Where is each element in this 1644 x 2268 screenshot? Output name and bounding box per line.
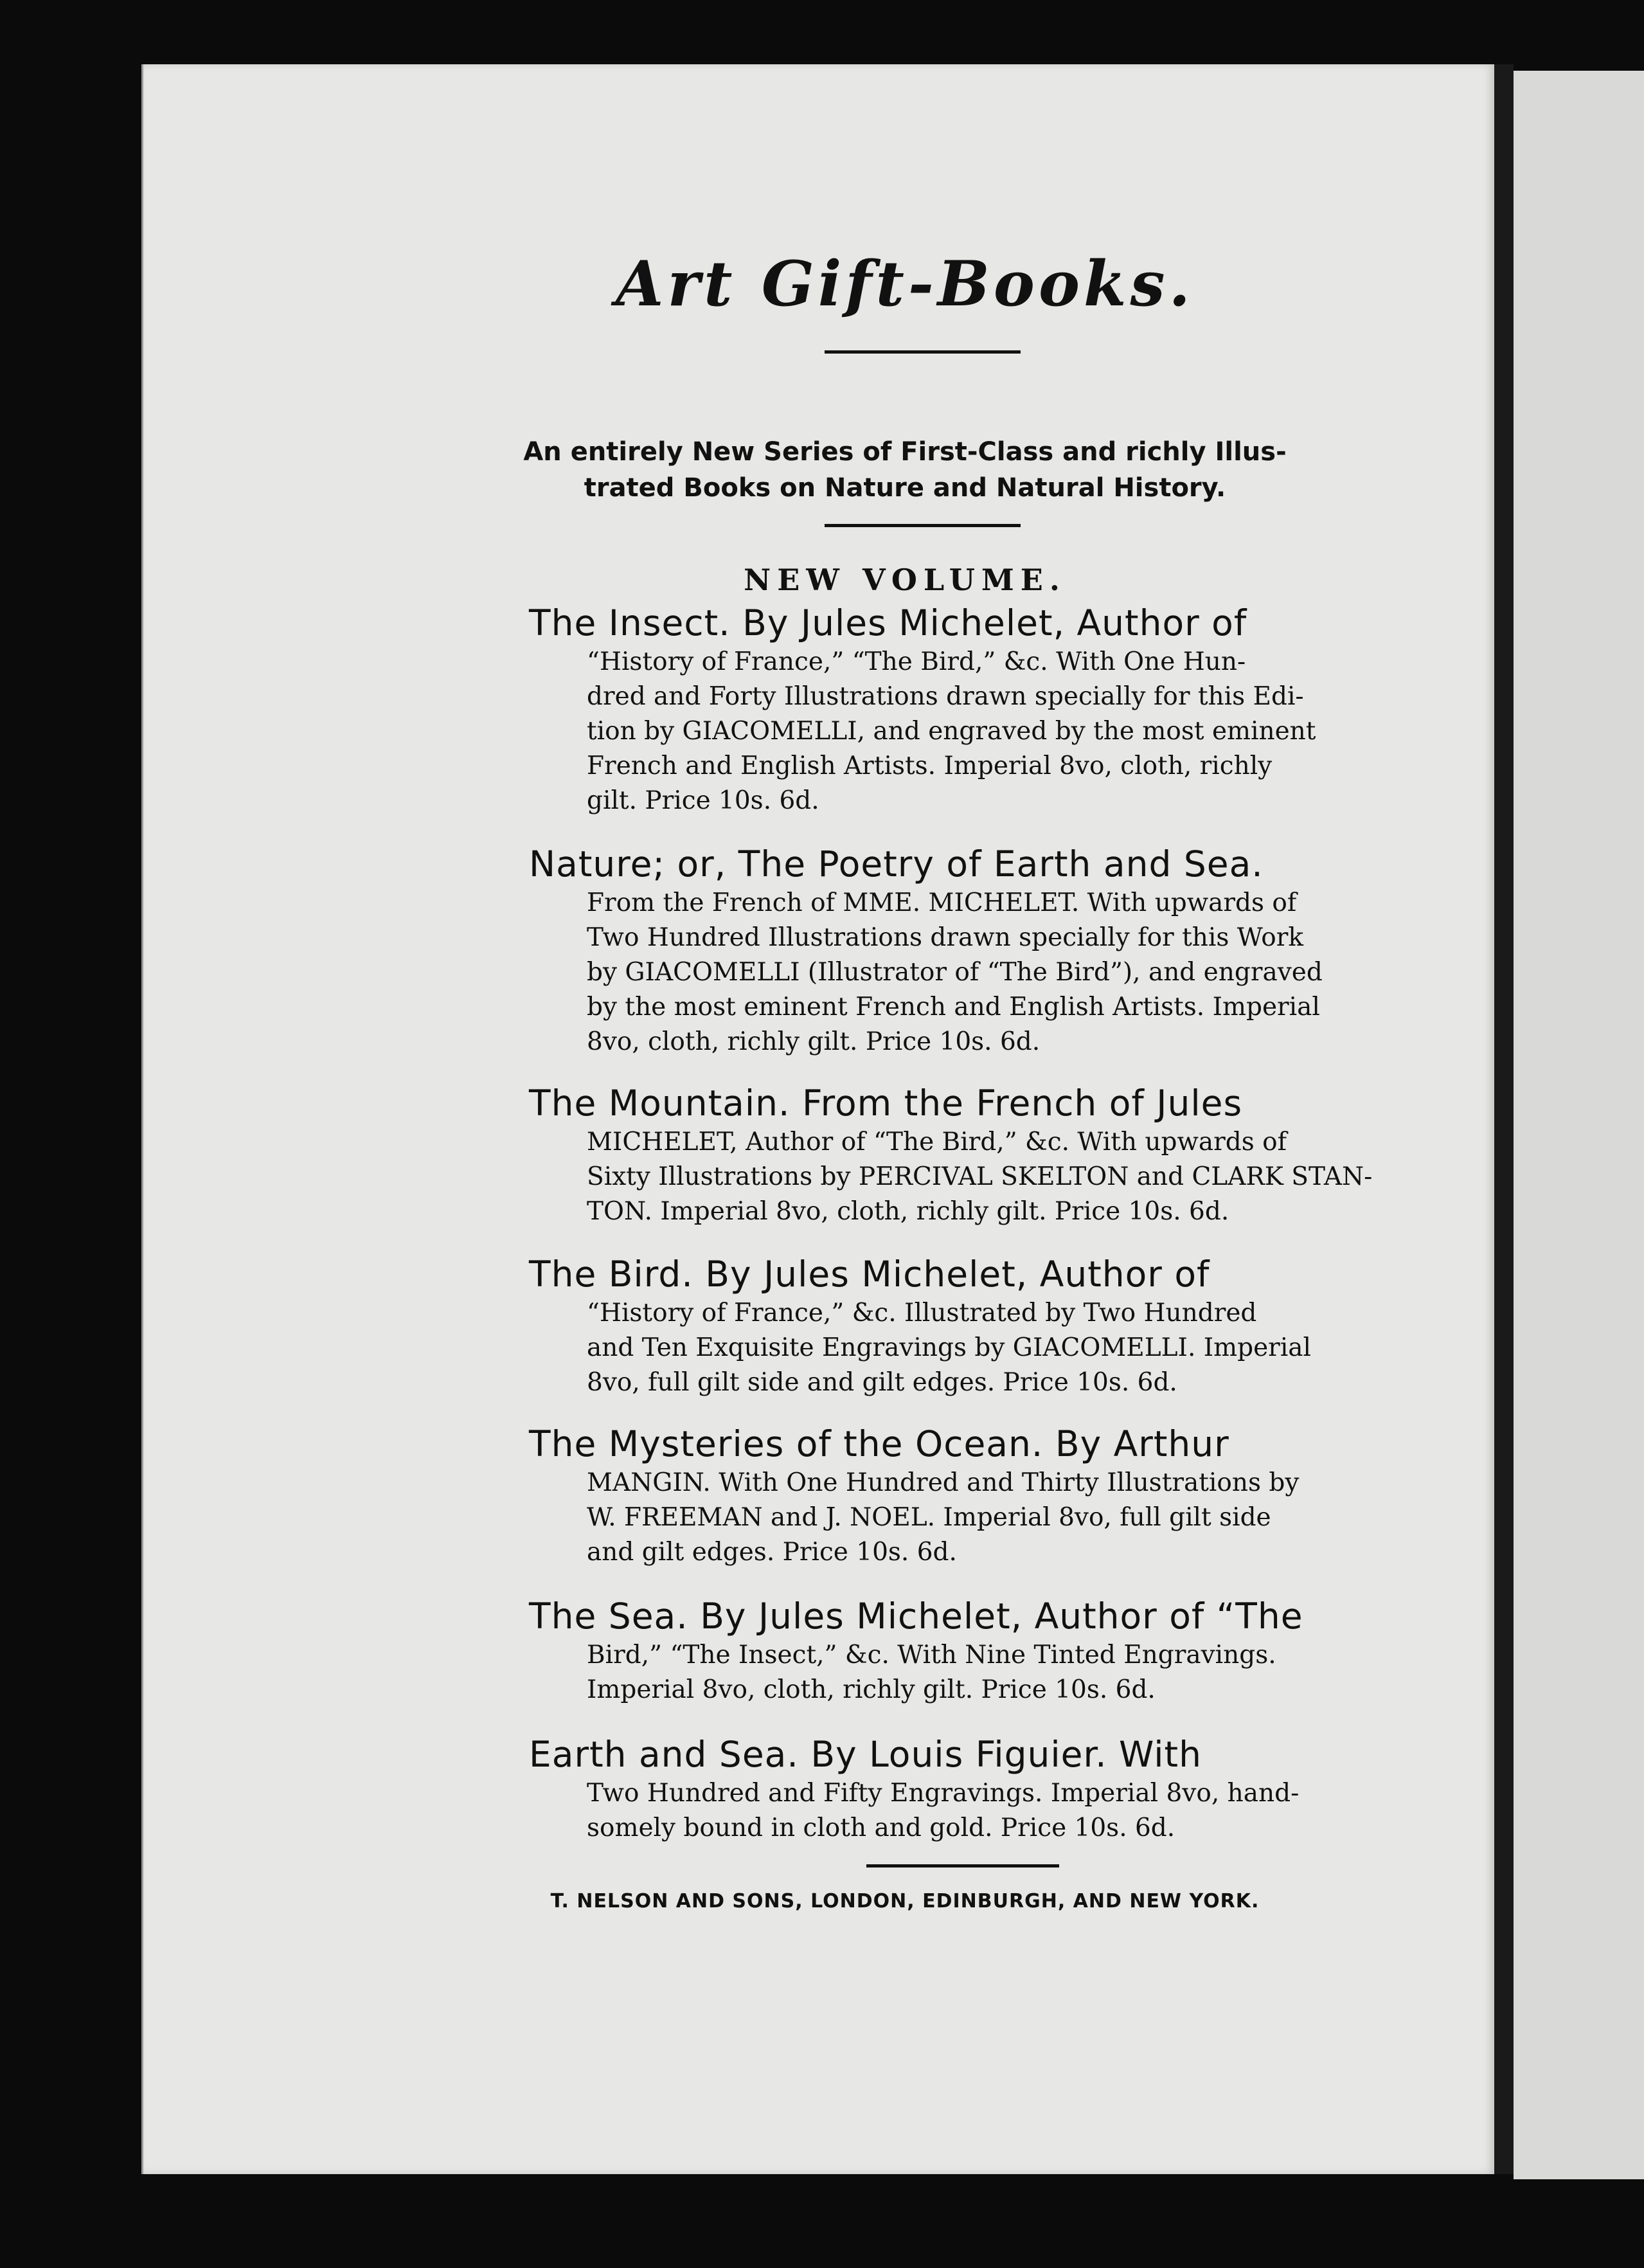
series-description: [381, 434, 1429, 506]
book-entry-heading: Nature; or, The Poetry of Earth and Sea.: [529, 843, 1264, 885]
book-entry: [529, 1422, 1429, 1570]
subtitle-rule: [825, 524, 1021, 527]
section-heading: NEW VOLUME.: [744, 562, 1066, 597]
book-entry: [529, 842, 1429, 1059]
book-entry: [529, 1594, 1429, 1707]
book-entry-line: From the French of MME. MICHELET. With upwards of: [587, 888, 1297, 917]
book-entry-line: tion by GIACOMELLI, and engraved by the most eminent: [587, 717, 1316, 746]
book-entry-heading: Earth and Sea. By Louis Figuier. With: [529, 1734, 1202, 1775]
book-entry-line: gilt. Price 10s. 6d.: [587, 786, 819, 815]
book-entry-line: Imperial 8vo, cloth, richly gilt. Price 10s. 6d.: [587, 1675, 1156, 1704]
book-entry: [529, 1252, 1429, 1400]
book-entry-heading: The Insect. By Jules Michelet, Author of: [529, 602, 1247, 644]
book-entry-line: 8vo, cloth, richly gilt. Price 10s. 6d.: [587, 1027, 1041, 1056]
book-entry-line: “History of France,” “The Bird,” &c. With One Hun-: [587, 647, 1246, 676]
book-entry-heading: The Mysteries of the Ocean. By Arthur: [529, 1423, 1229, 1464]
book-entry-line: somely bound in cloth and gold. Price 10s. 6d.: [587, 1814, 1175, 1842]
footer-rule: [866, 1864, 1059, 1868]
series-description-line: trated Books on Nature and Natural History.: [584, 473, 1226, 503]
book-entry-line: and Ten Exquisite Engravings by GIACOMELLI. Imperial: [587, 1333, 1312, 1362]
book-entry-line: 8vo, full gilt side and gilt edges. Price 10s. 6d.: [587, 1368, 1177, 1397]
book-entry-line: and gilt edges. Price 10s. 6d.: [587, 1538, 957, 1567]
book-entry: [529, 601, 1429, 818]
book-entry-line: French and English Artists. Imperial 8vo, cloth, richly: [587, 752, 1273, 780]
title-rule: [825, 350, 1021, 354]
book-spine: [1492, 64, 1514, 2174]
book-entry-line: by the most eminent French and English Artists. Imperial: [587, 993, 1320, 1022]
series-description-line: An entirely New Series of First-Class and richly Illus-: [523, 437, 1287, 467]
publisher-imprint: T. NELSON AND SONS, LONDON, EDINBURGH, AND NEW YORK.: [550, 1890, 1260, 1913]
page: [141, 64, 1494, 2174]
facing-page: [1514, 71, 1644, 2179]
book-entry-line: Two Hundred and Fifty Engravings. Imperial 8vo, hand-: [587, 1779, 1300, 1808]
book-entry-line: TON. Imperial 8vo, cloth, richly gilt. Price 10s. 6d.: [587, 1197, 1229, 1226]
book-entry-line: Bird,” “The Insect,” &c. With Nine Tinted Engravings.: [587, 1641, 1276, 1670]
book-entry-line: W. FREEMAN and J. NOEL. Imperial 8vo, full gilt side: [587, 1503, 1271, 1532]
book-entry-line: Sixty Illustrations by PERCIVAL SKELTON and CLARK STAN-: [587, 1162, 1373, 1191]
page-title: Art Gift-Books.: [616, 248, 1194, 320]
book-entry-line: dred and Forty Illustrations drawn specially for this Edi-: [587, 682, 1304, 711]
book-entry-heading: The Sea. By Jules Michelet, Author of “The: [529, 1596, 1303, 1637]
book-entry: [529, 1081, 1429, 1229]
book-entry-line: MANGIN. With One Hundred and Thirty Illustrations by: [587, 1468, 1300, 1497]
book-entry: [529, 1733, 1429, 1846]
book-entry-heading: The Bird. By Jules Michelet, Author of: [529, 1254, 1210, 1295]
book-entry-line: MICHELET, Author of “The Bird,” &c. With upwards of: [587, 1128, 1287, 1156]
book-entry-line: “History of France,” &c. Illustrated by Two Hundred: [587, 1299, 1257, 1328]
book-entry-line: Two Hundred Illustrations drawn specially for this Work: [587, 923, 1303, 952]
book-entry-line: by GIACOMELLI (Illustrator of “The Bird”), and engraved: [587, 958, 1323, 987]
book-entry-heading: The Mountain. From the French of Jules: [529, 1083, 1243, 1124]
